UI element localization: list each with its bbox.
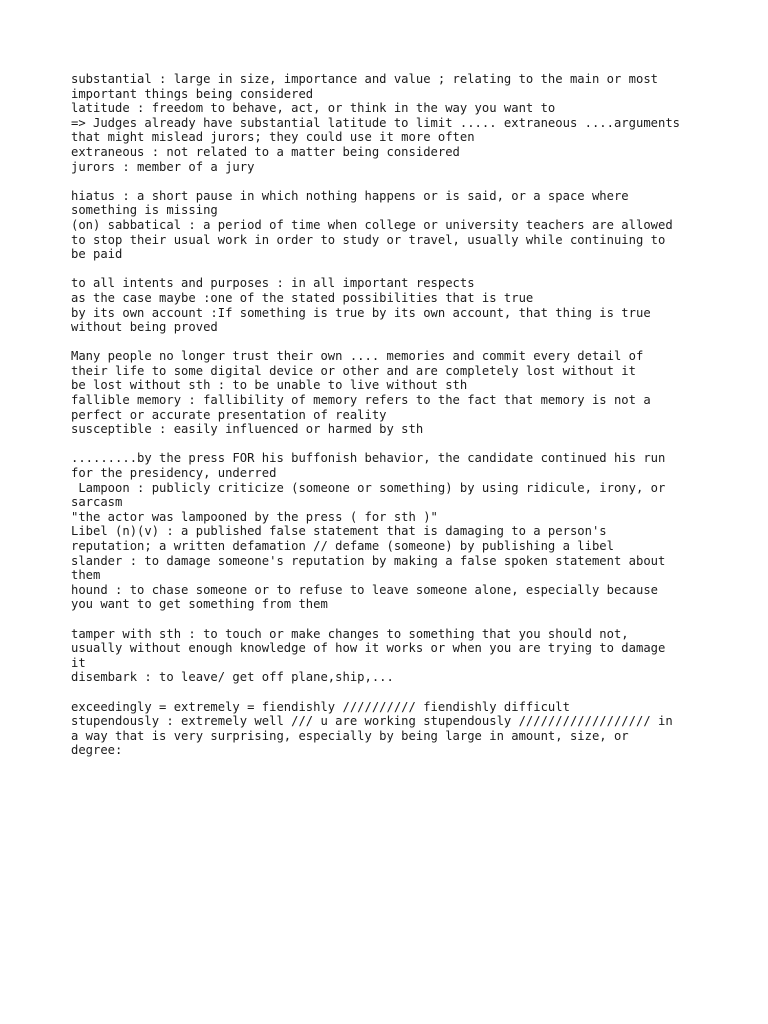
text-line: by its own account :If something is true by its own account, that thing is true: [71, 305, 651, 320]
text-line: latitude : freedom to behave, act, or think in the way you want to: [71, 101, 556, 116]
text-line: hiatus : a short pause in which nothing happens or is said, or a space where: [71, 188, 629, 203]
text-line: fallible memory : fallibility of memory refers to the fact that memory is not a: [71, 393, 651, 408]
paragraph-hiatus: [71, 189, 701, 262]
text-line: "the actor was lampooned by the press ( for sth )": [71, 509, 438, 524]
text-line: (on) sabbatical : a period of time when college or university teachers are allowed: [71, 217, 673, 232]
text-line: stupendously : extremely well /// u are working stupendously ////////////////// in: [71, 714, 673, 729]
text-line: disembark : to leave/ get off plane,ship,...: [71, 670, 394, 685]
text-line: degree:: [71, 743, 123, 758]
text-line: their life to some digital device or other and are completely lost without it: [71, 363, 636, 378]
text-line: Lampoon : publicly criticize (someone or something) by using ridicule, irony, or: [71, 480, 666, 495]
text-line: => Judges already have substantial latitude to limit ..... extraneous ....arguments: [71, 115, 681, 130]
text-line: that might mislead jurors; they could use it more often: [71, 130, 475, 145]
text-line: extraneous : not related to a matter being considered: [71, 144, 460, 159]
text-line: without being proved: [71, 320, 218, 335]
text-line: tamper with sth : to touch or make changes to something that you should not,: [71, 626, 629, 641]
text-line: important things being considered: [71, 86, 314, 101]
text-line: something is missing: [71, 203, 218, 218]
text-line: substantial : large in size, importance and value ; relating to the main or most: [71, 72, 658, 86]
text-line: jurors : member of a jury: [71, 159, 255, 174]
paragraph-exceedingly: [71, 700, 701, 758]
paragraph-intents: [71, 276, 701, 334]
text-line: for the presidency, underred: [71, 466, 277, 481]
text-line: sarcasm: [71, 495, 123, 510]
paragraph-lampoon: [71, 451, 701, 612]
text-line: Many people no longer trust their own .... memories and commit every detail of: [71, 349, 644, 364]
text-line: a way that is very surprising, especially by being large in amount, size, or: [71, 728, 629, 743]
text-line: it: [71, 655, 86, 670]
text-line: exceedingly = extremely = fiendishly ////////// fiendishly difficult: [71, 699, 570, 714]
text-line: reputation; a written defamation // defame (someone) by publishing a libel: [71, 539, 614, 553]
paragraph-memory: [71, 349, 701, 437]
text-line: to all intents and purposes : in all important respects: [71, 276, 475, 291]
text-line: perfect or accurate presentation of reality: [71, 407, 387, 422]
document-page: [71, 72, 701, 773]
paragraph-tamper: [71, 627, 701, 685]
text-line: be paid: [71, 247, 123, 262]
text-line: you want to get something from them: [71, 597, 328, 612]
paragraph-substantial: [71, 72, 701, 174]
text-line: hound : to chase someone or to refuse to leave someone alone, especially because: [71, 582, 658, 597]
text-line: usually without enough knowledge of how it works or when you are trying to damage: [71, 641, 666, 656]
text-line: as the case maybe :one of the stated possibilities that is true: [71, 290, 534, 305]
text-line: Libel (n)(v) : a published false statement that is damaging to a person's: [71, 524, 607, 539]
text-line: them: [71, 568, 101, 583]
text-line: susceptible : easily influenced or harmed by sth: [71, 422, 424, 437]
text-line: slander : to damage someone's reputation by making a false spoken statement about: [71, 553, 666, 568]
text-line: .........by the press FOR his buffonish behavior, the candidate continued his run: [71, 451, 666, 466]
text-line: be lost without sth : to be unable to live without sth: [71, 378, 468, 393]
text-line: to stop their usual work in order to study or travel, usually while continuing to: [71, 232, 666, 247]
